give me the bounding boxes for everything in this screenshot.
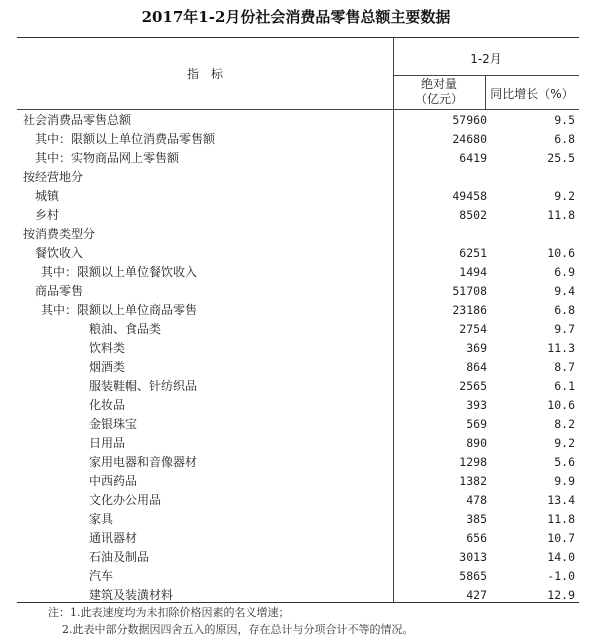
row-value: 2754 xyxy=(459,322,487,336)
row-growth: 8.2 xyxy=(554,417,575,431)
table-row xyxy=(17,244,579,263)
table-row xyxy=(17,282,579,301)
row-label: 乡村 xyxy=(35,208,60,222)
row-value: 1382 xyxy=(459,474,487,488)
row-label: 烟酒类 xyxy=(89,360,126,374)
row-value: 864 xyxy=(466,360,487,374)
footnote-1: 注：1.此表速度均为未扣除价格因素的名义增速； xyxy=(48,606,290,619)
row-value: 393 xyxy=(466,398,487,412)
row-value: 478 xyxy=(466,493,487,507)
table-row xyxy=(17,301,579,320)
table-row xyxy=(17,339,579,358)
row-growth: 9.2 xyxy=(554,189,575,203)
row-value: 3013 xyxy=(459,550,487,564)
table-row xyxy=(17,529,579,548)
row-value: 2565 xyxy=(459,379,487,393)
header-indicator: 指 标 xyxy=(186,67,223,81)
row-growth: 9.5 xyxy=(554,113,575,127)
row-label: 其中：限额以上单位餐饮收入 xyxy=(41,265,198,279)
table-row xyxy=(17,358,579,377)
row-value: 427 xyxy=(466,588,487,602)
row-growth: 13.4 xyxy=(547,493,575,507)
row-label: 化妆品 xyxy=(89,398,126,412)
header-absolute-amount xyxy=(393,77,485,107)
header-period: 1-2月 xyxy=(470,52,502,66)
row-label: 其中：实物商品网上零售额 xyxy=(35,151,180,165)
row-value: 24680 xyxy=(452,132,487,146)
table-row xyxy=(17,472,579,491)
row-label: 金银珠宝 xyxy=(89,417,138,431)
row-label: 其中：限额以上单位消费品零售额 xyxy=(35,132,216,146)
header-absolute-line2: （亿元） xyxy=(414,92,463,106)
row-label: 日用品 xyxy=(89,436,126,450)
row-label: 商品零售 xyxy=(35,284,84,298)
table-row xyxy=(17,377,579,396)
row-value: 8502 xyxy=(459,208,487,222)
row-value: 1494 xyxy=(459,265,487,279)
table-row xyxy=(17,149,579,168)
row-growth: 6.1 xyxy=(554,379,575,393)
page-title: 2017年1-2月份社会消费品零售总额主要数据 xyxy=(141,8,451,26)
row-growth: 11.8 xyxy=(547,208,575,222)
header-bottom-border xyxy=(17,109,579,110)
row-label: 按消费类型分 xyxy=(23,227,96,241)
row-value: 57960 xyxy=(452,113,487,127)
row-growth: 12.9 xyxy=(547,588,575,602)
table-row xyxy=(17,548,579,567)
row-label: 家用电器和音像器材 xyxy=(89,455,198,469)
table-row xyxy=(17,567,579,586)
row-growth: 5.6 xyxy=(554,455,575,469)
row-value: 6251 xyxy=(459,246,487,260)
row-label: 社会消费品零售总额 xyxy=(23,113,132,127)
row-label: 服装鞋帽、针纺织品 xyxy=(89,379,198,393)
row-value: 5865 xyxy=(459,569,487,583)
table-row xyxy=(17,187,579,206)
row-value: 569 xyxy=(466,417,487,431)
table-row xyxy=(17,415,579,434)
header-absolute-line1: 绝对量 xyxy=(420,77,457,91)
table-row xyxy=(17,491,579,510)
row-label: 城镇 xyxy=(35,189,60,203)
row-value: 6419 xyxy=(459,151,487,165)
row-label: 建筑及装潢材料 xyxy=(89,588,174,602)
table-row xyxy=(17,206,579,225)
row-growth: 6.8 xyxy=(554,132,575,146)
table-row xyxy=(17,320,579,339)
row-growth: 9.9 xyxy=(554,474,575,488)
table-row xyxy=(17,510,579,529)
header-growth: 同比增长（%） xyxy=(490,87,574,101)
footnotes xyxy=(48,604,414,638)
row-growth: 9.7 xyxy=(554,322,575,336)
row-value: 49458 xyxy=(452,189,487,203)
header-divider-period xyxy=(393,75,579,76)
row-value: 385 xyxy=(466,512,487,526)
row-value: 1298 xyxy=(459,455,487,469)
row-growth: 6.8 xyxy=(554,303,575,317)
table-row xyxy=(17,263,579,282)
row-growth: 10.6 xyxy=(547,246,575,260)
table-row xyxy=(17,111,579,130)
row-label: 汽车 xyxy=(89,569,114,583)
row-label: 石油及制品 xyxy=(89,550,150,564)
row-growth: 11.3 xyxy=(547,341,575,355)
row-label: 通讯器材 xyxy=(89,531,138,545)
row-growth: 9.2 xyxy=(554,436,575,450)
table-row xyxy=(17,453,579,472)
row-label: 饮料类 xyxy=(89,341,126,355)
table-row xyxy=(17,168,579,187)
row-growth: 9.4 xyxy=(554,284,575,298)
row-growth: 11.8 xyxy=(547,512,575,526)
row-growth: 10.7 xyxy=(547,531,575,545)
row-label: 粮油、食品类 xyxy=(89,322,162,336)
row-value: 656 xyxy=(466,531,487,545)
row-growth: 14.0 xyxy=(547,550,575,564)
row-label: 其中：限额以上单位商品零售 xyxy=(41,303,198,317)
row-value: 369 xyxy=(466,341,487,355)
row-label: 文化办公用品 xyxy=(89,493,162,507)
row-value: 51708 xyxy=(452,284,487,298)
row-label: 按经营地分 xyxy=(23,170,84,184)
row-growth: 25.5 xyxy=(547,151,575,165)
footnote-2: 2.此表中部分数据因四舍五入的原因，存在总计与分项合计不等的情况。 xyxy=(62,623,414,636)
row-growth: 6.9 xyxy=(554,265,575,279)
data-table xyxy=(17,37,579,603)
row-label: 家具 xyxy=(89,512,114,526)
row-value: 23186 xyxy=(452,303,487,317)
row-growth: 10.6 xyxy=(547,398,575,412)
table-row xyxy=(17,130,579,149)
row-label: 中西药品 xyxy=(89,474,138,488)
row-growth: -1.0 xyxy=(547,569,575,583)
table-row xyxy=(17,396,579,415)
table-row xyxy=(17,434,579,453)
table-row xyxy=(17,586,579,605)
row-label: 餐饮收入 xyxy=(35,246,84,260)
row-value: 890 xyxy=(466,436,487,450)
table-row xyxy=(17,225,579,244)
row-growth: 8.7 xyxy=(554,360,575,374)
